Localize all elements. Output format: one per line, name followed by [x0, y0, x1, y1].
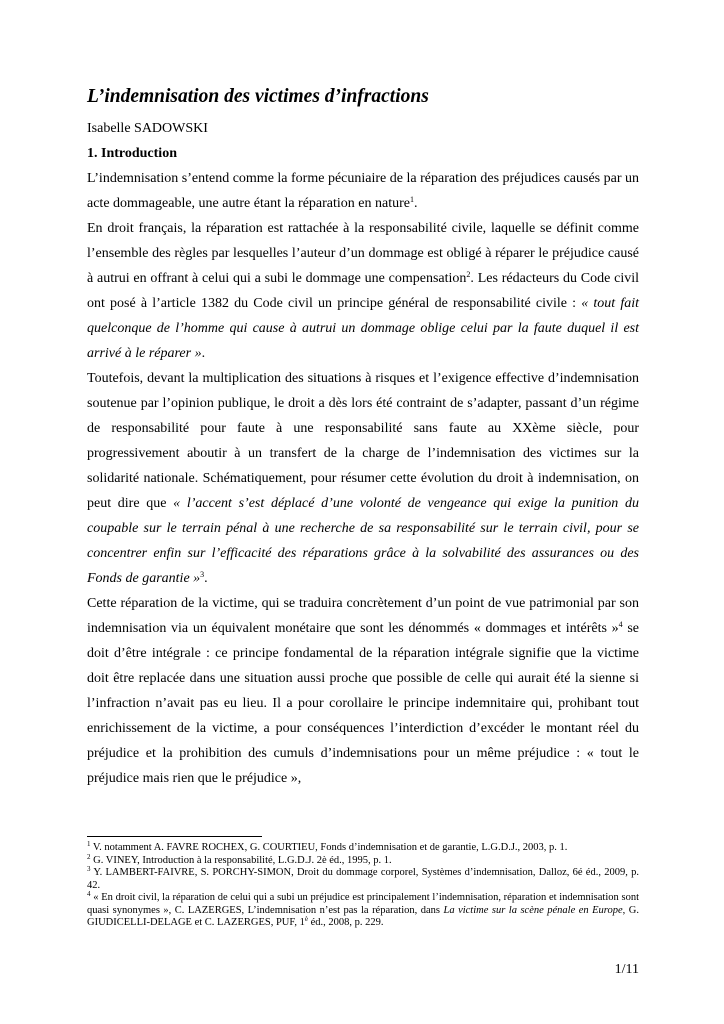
footnote-separator — [87, 836, 262, 837]
author-name: Isabelle SADOWSKI — [87, 121, 208, 136]
footnote-ref[interactable]: 3 — [200, 570, 205, 579]
paragraph: L’indemnisation s’entend comme la forme pécuniaire de la réparation des préjudices causés par un acte dommageable, une autre étant la réparation en nature$^1$. — [87, 171, 639, 211]
footnote: $^2$ G. VINEY, Introduction à la responsabilité, L.G.D.J. 2è éd., 1995, p. 1. — [87, 852, 392, 866]
footnote-ref[interactable]: 1 — [410, 195, 414, 204]
footnote: $^3$ Y. LAMBERT-FAIVRE, S. PORCHY-SIMON, Droit du dommage corporel, Systèmes d’indemnisation, Dalloz, 6é éd., 2009, p. 42. — [87, 865, 639, 891]
footnotes — [87, 842, 639, 930]
body-text — [87, 166, 639, 791]
paragraph: En droit français, la réparation est rattachée à la responsabilité civile, laquelle se définit comme l’ensemble des règles par lesquelles l’auteur d’un dommage est obligé à réparer le préjudice causé à autrui en offrant à celui qui a subi le dommage une compensation$^2$. Les rédacteurs du Code civil ont posé à l’article 1382 du Code civil un principe général de responsabilité civile : « tout fait quelconque de l’homme qui cause à autrui un dommage oblige celui par la faute duquel il est arrivé à le réparer ». — [87, 221, 639, 361]
paragraph: Toutefois, devant la multiplication des situations à risques et l’exigence effective d’indemnisation soutenue par l’opinion publique, le droit a dès lors été contraint de s’adapter, passant d’un régime de responsabilité pour faute à une responsabilité sans faute au XXème siècle, pour progressivement aboutir à un transfert de la charge de l’indemnisation des victimes sur la solidarité nationale. Schématiquement, pour résumer cette évolution du droit à indemnisation, on peut dire que « l’accent s’est déplacé d’une volonté de vengeance qui exige la punition du coupable sur le terrain pénal à une recherche de sa responsabilité sur le terrain civil, pour se concentrer enfin sur l’efficacité des réparations grâce à la solvabilité des assurances ou des Fonds de garantie »$^3$. — [87, 371, 639, 586]
footnote-ref[interactable]: 4 — [618, 620, 623, 629]
footnote: $^4$ « En droit civil, la réparation de celui qui a subi un préjudice est principalement l’indemnisation, réparation et indemnisation sont quasi synonymes », C. LAZERGES, L’indemnisation n’est pas la réparation, dans La victime sur la scène pénale en Europe, G. GIUDICELLI-DELAGE et C. LAZERGES, PUF, $1^è$ éd., 2008, p. 229. — [87, 890, 639, 928]
footnote: $^1$ V. notamment A. FAVRE ROCHEX, G. COURTIEU, Fonds d’indemnisation et de garantie, L.G.D.J., 2003, p. 1. — [87, 840, 568, 853]
page-number: 1/11 — [614, 962, 639, 977]
document-title: L’indemnisation des victimes d’infractions — [87, 86, 429, 107]
paragraph: Cette réparation de la victime, qui se traduira concrètement d’un point de vue patrimonial par son indemnisation via un équivalent monétaire que sont les dénommés « dommages et intérêts »$^4$ se doit d’être intégrale : ce principe fondamental de la réparation intégrale signifie que la victime doit être replacée dans une situation aussi proche que possible de celle qui aurait été la sienne si l’infraction n’avait pas eu lieu. Il a pour corollaire le principe indemnitaire qui, prohibant tout enrichissement de la victime, a pour conséquences l’interdiction d’excéder le montant réel du préjudice et la prohibition des cumuls d’indemnisations pour un même préjudice : « tout le préjudice mais rien que le préjudice », — [87, 596, 639, 786]
quotation: « tout fait quelconque de l’homme qui cause à autrui un dommage oblige celui par la faute duquel il est arrivé à le réparer » — [87, 296, 639, 361]
quotation: « l’accent s’est déplacé d’une volonté de vengeance qui exige la punition du coupable sur le terrain pénal à une recherche de sa responsabilité sur le terrain civil, pour se concentrer enfin sur l’efficacité des réparations grâce à la solvabilité des assurances ou des Fonds de garantie » — [87, 496, 639, 586]
section-heading: 1. Introduction — [87, 146, 177, 161]
footnote-ref[interactable]: 2 — [466, 270, 471, 279]
